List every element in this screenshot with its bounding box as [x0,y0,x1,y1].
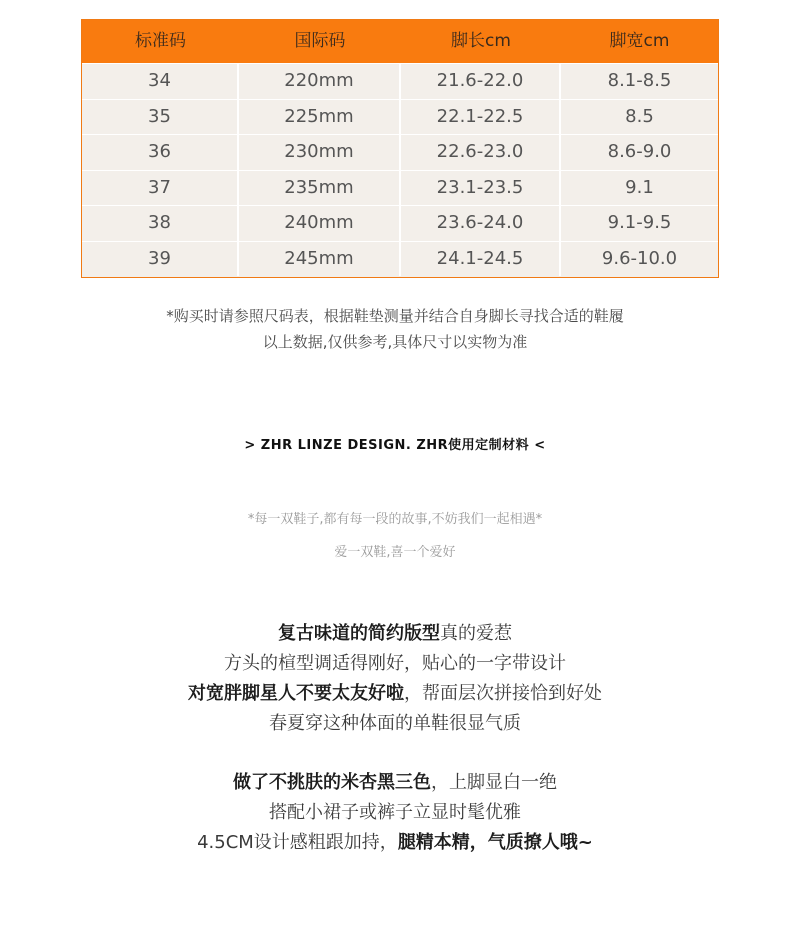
cell-standard: 35 [82,100,239,135]
cell-foot-length: 24.1-24.5 [401,242,561,277]
desc1-line-1-rest: 真的爱惹 [440,623,512,644]
desc1-line-3-bold: 对宽胖脚星人不要太友好啦 [188,683,404,704]
table-row [82,134,718,170]
desc1-line-2: 方头的楦型调适得刚好，贴心的一字带设计 [224,653,566,674]
desc1-line-3-rest: ，帮面层次拼接恰到好处 [404,683,602,704]
cell-foot-length: 22.6-23.0 [401,135,561,170]
desc1-line-1 [0,619,790,649]
cell-foot-length: 23.1-23.5 [401,171,561,206]
desc1-line-4: 春夏穿这种体面的单鞋很显气质 [269,713,521,734]
desc2-line-1 [0,768,790,798]
cell-foot-width: 8.6-9.0 [607,141,672,162]
cell-international: 235mm [239,171,401,206]
cell-standard: 38 [82,206,239,241]
desc2-line-3-rest: 4.5CM设计感粗跟加持， [197,832,398,853]
cell-foot-width: 9.1-9.5 [607,212,672,233]
desc2-line-2: 搭配小裙子或裤子立显时髦优雅 [269,802,521,823]
cell-foot-length: 22.1-22.5 [401,100,561,135]
brand-line: > ZHR LINZE DESIGN. ZHR使用定制材料 < [244,438,546,453]
desc2-line-3-bold: 腿精本精，气质撩人哦~ [397,832,593,853]
cell-standard: 36 [82,135,239,170]
cell-standard: 39 [82,242,239,277]
header-foot-width: 脚宽cm [609,31,670,51]
size-note-line-2: 以上数据,仅供参考,具体尺寸以实物为准 [262,333,528,351]
size-chart-header [82,20,718,63]
table-row [82,241,718,277]
desc1-line-1-bold: 复古味道的简约版型 [278,623,440,644]
cell-international: 230mm [239,135,401,170]
cell-international: 225mm [239,100,401,135]
cell-foot-width: 9.1 [625,176,654,198]
header-foot-length: 脚长cm [451,31,511,51]
cell-foot-width: 8.1-8.5 [607,70,672,91]
cell-standard: 34 [82,64,239,99]
desc2-line-3 [0,828,790,858]
desc2-line-1-rest: ，上脚显白一绝 [431,772,557,793]
cell-international: 245mm [239,242,401,277]
description-block-2 [0,768,790,858]
cell-foot-width: 8.5 [625,105,654,127]
cell-standard: 37 [82,171,239,206]
table-row [82,170,718,206]
description-block-1 [0,619,790,739]
cell-international: 240mm [239,206,401,241]
table-row [82,205,718,241]
quote-line-1: *每一双鞋子,都有每一段的故事,不妨我们一起相遇* [247,512,543,527]
header-international-size: 国际码 [294,31,346,51]
desc2-line-1-bold: 做了不挑肤的米杏黑三色 [233,772,431,793]
desc1-line-3 [0,679,790,709]
cell-foot-length: 23.6-24.0 [401,206,561,241]
table-row [82,63,718,99]
table-row [82,99,718,135]
cell-international: 220mm [239,64,401,99]
size-chart-table [81,19,719,278]
size-note-line-1: *购买时请参照尺码表，根据鞋垫测量并结合自身脚长寻找合适的鞋履 [166,307,624,325]
cell-foot-length: 21.6-22.0 [401,64,561,99]
size-chart-body [82,63,718,277]
cell-foot-width: 9.6-10.0 [601,247,678,269]
quote-line-2: 爱一双鞋,喜一个爱好 [334,545,456,560]
header-standard-size: 标准码 [135,31,186,51]
